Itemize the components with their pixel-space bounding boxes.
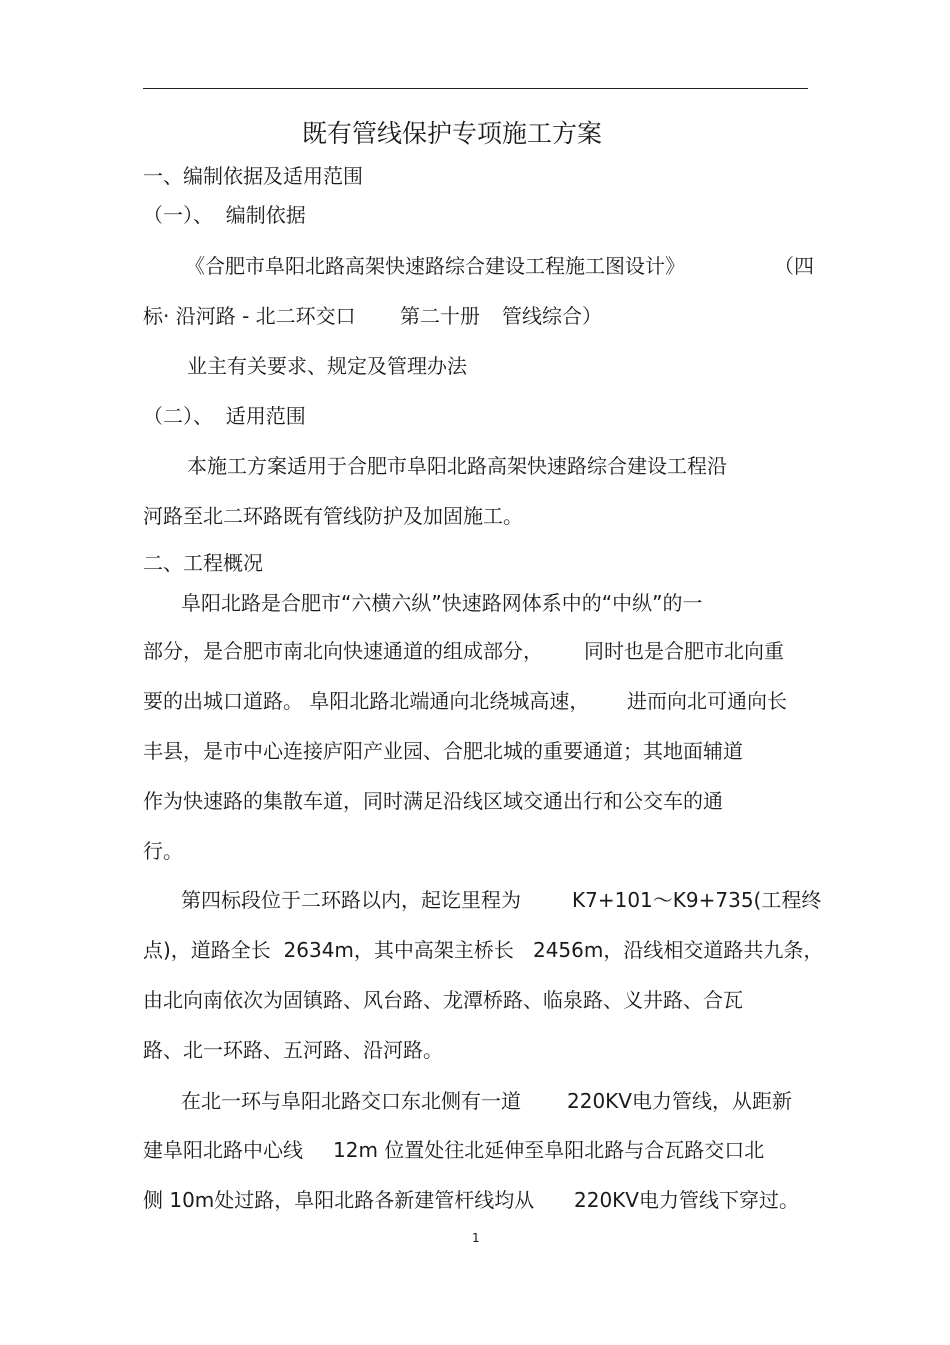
overview-p1-line-6: 行。 <box>143 839 183 863</box>
page-number: 1 <box>472 1231 480 1245</box>
document-title: 既有管线保护专项施工方案 <box>302 119 603 148</box>
overview-p2-line-4: 路、北一环路、五河路、沿河路。 <box>143 1038 443 1062</box>
basis-line-3: 业主有关要求、规定及管理办法 <box>187 354 467 378</box>
subsection-heading-1-2: （二）、 适用范围 <box>143 404 306 428</box>
overview-p2-line-3: 由北向南依次为固镇路、风台路、龙潭桥路、临泉路、义井路、合瓦 <box>143 988 743 1012</box>
overview-p3-line-1b: 220KV电力管线，从距新 <box>567 1089 792 1113</box>
overview-p2-line-1a: 第四标段位于二环路以内，起讫里程为 <box>181 888 521 912</box>
overview-p3-line-3a: 侧 10m处过路，阜阳北路各新建管杆线均从 <box>143 1188 535 1212</box>
subsection-heading-1-1: （一）、 编制依据 <box>143 203 306 227</box>
overview-p2-line-1b: K7+101～K9+735(工程终 <box>572 888 822 912</box>
scope-line-1: 本施工方案适用于合肥市阜阳北路高架快速路综合建设工程沿 <box>187 454 727 478</box>
section-heading-2: 二、工程概况 <box>143 551 263 575</box>
scope-line-2: 河路至北二环路既有管线防护及加固施工。 <box>143 504 523 528</box>
basis-line-1-suffix: （四 <box>774 254 814 278</box>
basis-line-2c: 管线综合） <box>502 304 602 328</box>
overview-p3-line-3b: 220KV电力管线下穿过。 <box>574 1188 799 1212</box>
overview-p1-line-3a: 要的出城口道路。 阜阳北路北端通向北绕城高速， <box>143 689 590 713</box>
overview-p3-line-1a: 在北一环与阜阳北路交口东北侧有一道 <box>181 1089 521 1113</box>
overview-p1-line-5: 作为快速路的集散车道，同时满足沿线区域交通出行和公交车的通 <box>143 789 723 813</box>
basis-line-1: 《合肥市阜阳北路高架快速路综合建设工程施工图设计》 <box>185 254 685 278</box>
overview-p1-line-1: 阜阳北路是合肥市“六横六纵”快速路网体系中的“中纵”的一 <box>181 591 703 615</box>
header-rule <box>143 88 808 89</box>
overview-p1-line-2b: 同时也是合肥市北向重 <box>584 639 784 663</box>
basis-line-2a: 标· 沿河路 - 北二环交口 <box>143 304 356 328</box>
overview-p1-line-3b: 进而向北可通向长 <box>627 689 787 713</box>
overview-p1-line-2a: 部分，是合肥市南北向快速通道的组成部分， <box>143 639 543 663</box>
overview-p3-line-2b: 12m 位置处往北延伸至阜阳北路与合瓦路交口北 <box>333 1138 765 1162</box>
basis-line-2b: 第二十册 <box>400 304 480 328</box>
overview-p2-line-2: 点)，道路全长 2634m，其中高架主桥长 2456m，沿线相交道路共九条， <box>143 938 824 962</box>
section-heading-1: 一、编制依据及适用范围 <box>143 164 363 188</box>
overview-p1-line-4: 丰县，是市中心连接庐阳产业园、合肥北城的重要通道；其地面辅道 <box>143 739 743 763</box>
overview-p3-line-2a: 建阜阳北路中心线 <box>143 1138 303 1162</box>
